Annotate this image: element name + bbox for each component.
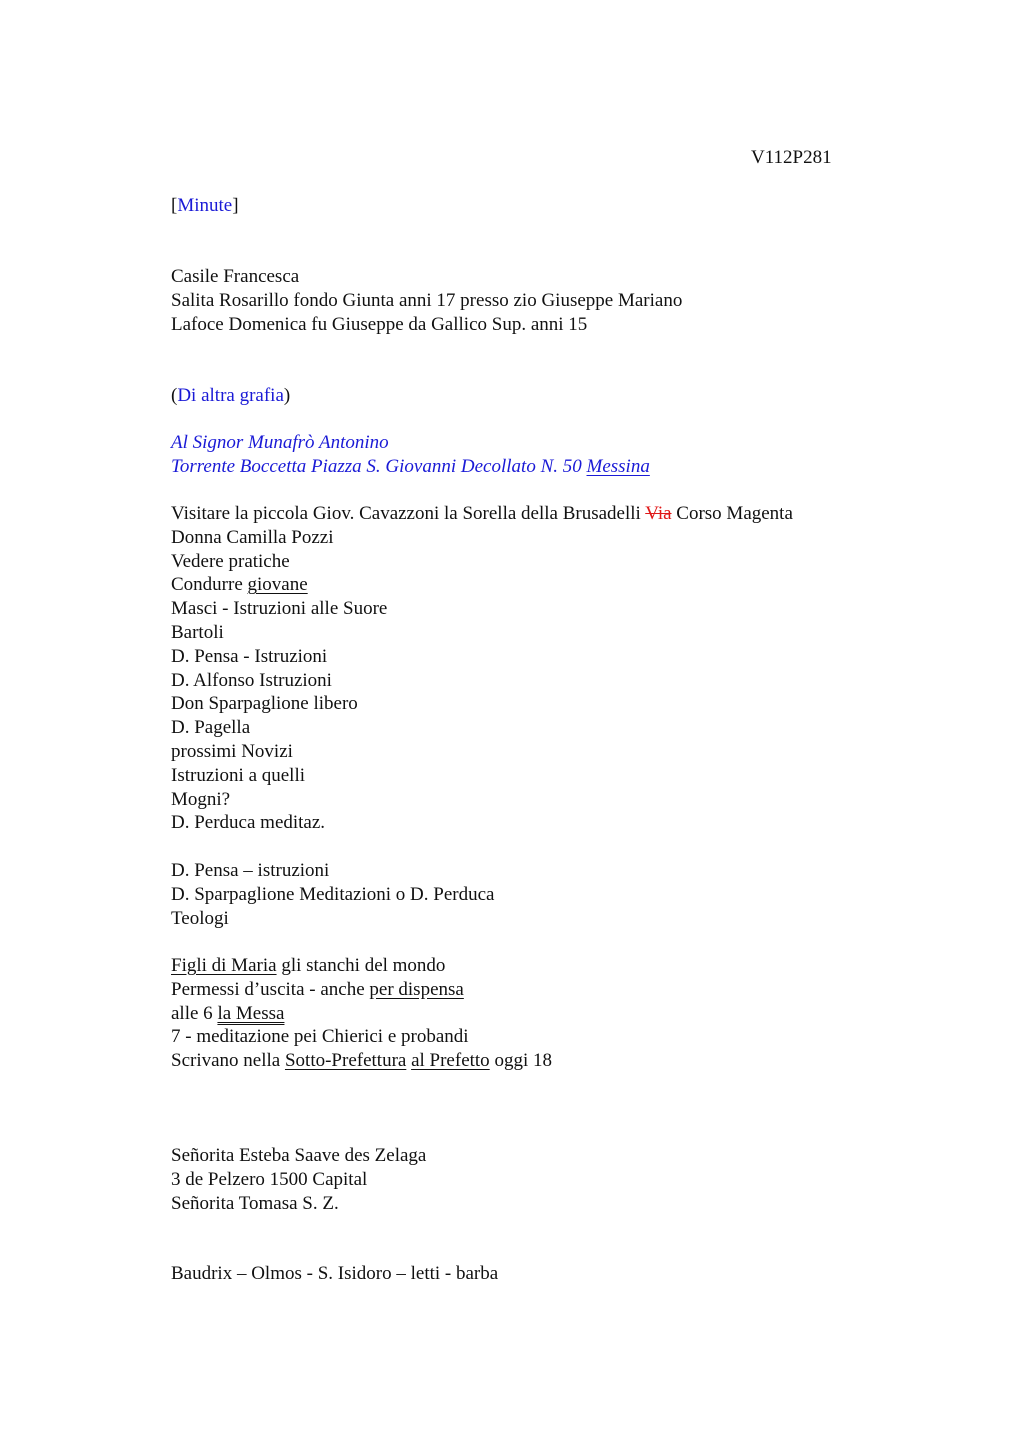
deleted-word: Via	[645, 503, 672, 524]
text-line: 3 de Pelzero 1500 Capital	[171, 1168, 368, 1190]
spanish-address-block	[171, 1144, 871, 1215]
condurre-text: Condurre	[171, 574, 248, 596]
underlined-phrase: al Prefetto	[411, 1050, 490, 1072]
page-reference: V112P281	[751, 147, 832, 168]
address-street: Torrente Boccetta Piazza S. Giovanni Decollato N. 50	[171, 455, 587, 477]
text-line: D. Pensa – istruzioni	[171, 860, 330, 881]
text-line: prossimi Novizi	[171, 740, 293, 762]
messa-line	[171, 1002, 871, 1026]
permessi-line	[171, 978, 871, 1002]
other-hand-text: Di altra grafia	[177, 385, 284, 406]
address-block	[171, 431, 871, 479]
underlined-phrase: Sotto-Prefettura	[284, 1050, 407, 1072]
underlined-phrase: Figli di Maria	[171, 955, 277, 976]
bracket-close: ]	[232, 195, 239, 216]
visit-line	[171, 502, 871, 526]
text-line: D. Alfonso Istruzioni	[171, 669, 332, 691]
address-line-1: Al Signor Munafrò Antonino	[171, 432, 389, 453]
text-line: Donna Camilla Pozzi	[171, 526, 334, 548]
scrivano-line	[171, 1049, 871, 1073]
figli-line	[171, 954, 871, 978]
text-line: Don Sparpaglione libero	[171, 693, 358, 715]
notes-block	[171, 502, 871, 835]
text-line: Señorita Esteba Saave des Zelaga	[171, 1145, 427, 1166]
text-line: Baudrix – Olmos - S. Isidoro – letti - barba	[171, 1263, 499, 1284]
line-text: Scrivano nella	[171, 1050, 285, 1072]
bracket-open: [	[171, 195, 178, 216]
line-text: oggi 18	[489, 1050, 552, 1072]
underlined-phrase: per dispensa	[369, 978, 464, 1000]
text-line: D. Perduca meditaz.	[171, 812, 326, 834]
text-line: Istruzioni a quelli	[171, 764, 306, 786]
text-line: Teologi	[171, 907, 229, 929]
text-line: Lafoce Domenica fu Giuseppe da Gallico Sup. anni 15	[171, 313, 588, 335]
text-line: Mogni?	[171, 788, 231, 810]
names-block	[171, 265, 871, 336]
paren-open: (	[171, 385, 178, 406]
line-text: Permessi d’uscita - anche	[171, 978, 370, 1000]
address-city: Messina	[586, 455, 650, 477]
text-line: Casile Francesca	[171, 266, 300, 287]
condurre-line	[171, 573, 871, 597]
text-line: D. Pensa - Istruzioni	[171, 645, 328, 667]
text-line: Salita Rosarillo fondo Giunta anni 17 presso zio Giuseppe Mariano	[171, 289, 683, 311]
schedule-block	[171, 954, 871, 1073]
text-line: D. Sparpaglione Meditazioni o D. Perduca	[171, 883, 495, 905]
text-line: Vedere pratiche	[171, 550, 290, 572]
final-note	[171, 1262, 871, 1286]
visit-text-end: Corso Magenta	[671, 503, 793, 524]
address-line-2	[171, 455, 871, 479]
text-line: Masci - Istruzioni alle Suore	[171, 598, 388, 620]
visit-text: Visitare la piccola Giov. Cavazzoni la Sorella della Brusadelli	[171, 503, 646, 524]
paren-close: )	[283, 385, 291, 406]
minute-label	[171, 194, 871, 218]
text-line: Bartoli	[171, 621, 224, 643]
line-text: alle 6	[171, 1002, 218, 1024]
text-line: 7 - meditazione pei Chierici e probandi	[171, 1026, 469, 1048]
minute-text: Minute	[177, 195, 233, 216]
text-line: D. Pagella	[171, 717, 251, 739]
underlined-word: giovane	[247, 574, 308, 596]
text-line: Señorita Tomasa S. Z.	[171, 1192, 339, 1214]
instructions-block	[171, 859, 871, 930]
double-underlined-phrase: la Messa	[217, 1002, 285, 1024]
line-text: gli stanchi del mondo	[276, 955, 446, 976]
other-hand-note	[171, 384, 871, 408]
